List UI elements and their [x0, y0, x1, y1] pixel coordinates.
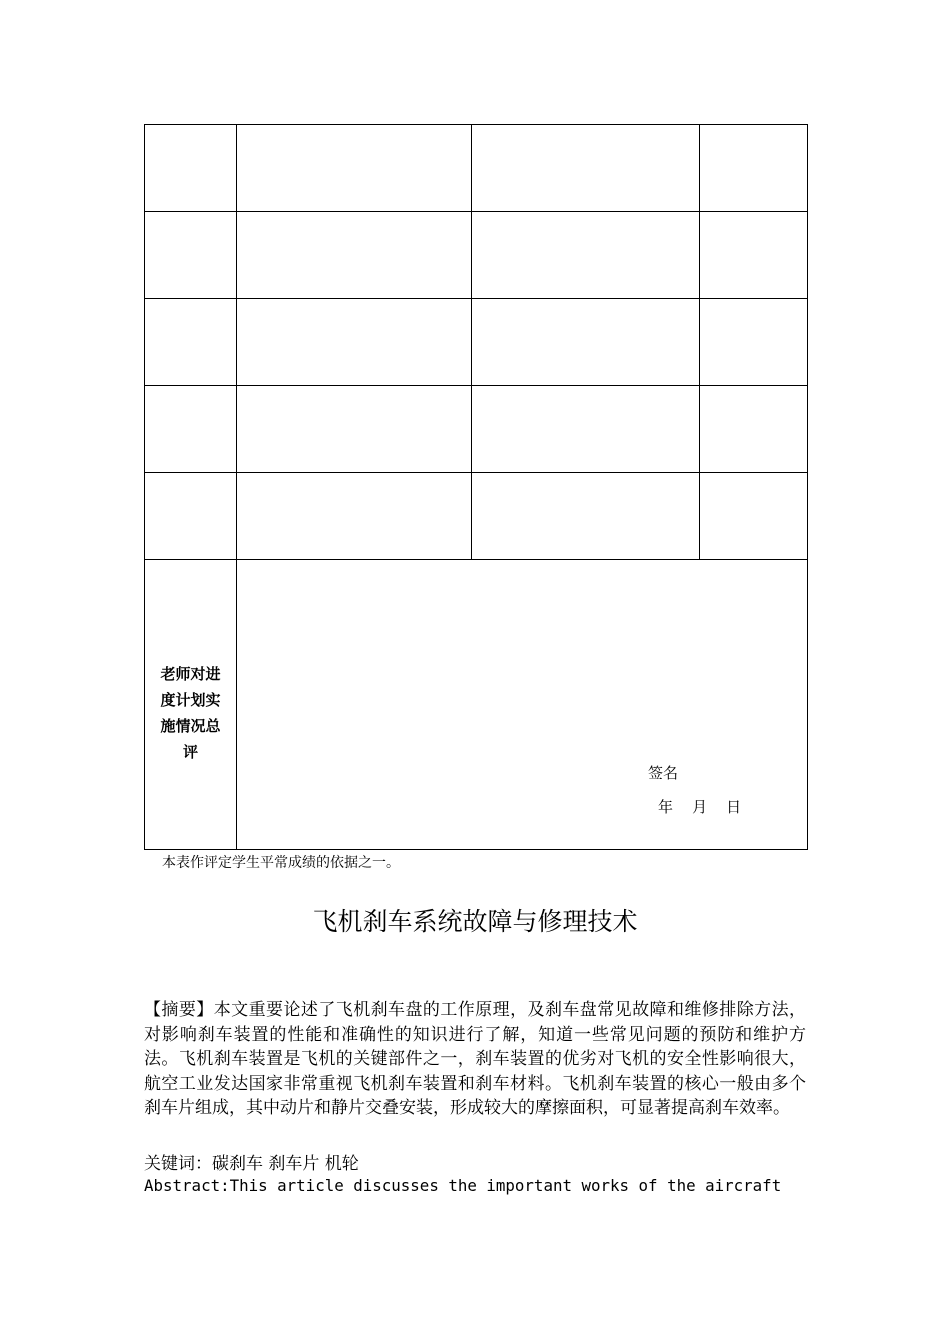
summary-label-cell: [145, 560, 237, 850]
table-cell: [472, 299, 700, 386]
table-cell: [472, 386, 700, 473]
table-cell: [237, 212, 472, 299]
table-cell: [237, 473, 472, 560]
table-cell: [237, 386, 472, 473]
article-title: 飞机刹车系统故障与修理技术: [312, 907, 638, 936]
abstract-section: [144, 998, 806, 1121]
table-cell: [145, 473, 237, 560]
teacher-summary-label: 老师对进度计划实施情况总评: [160, 664, 221, 761]
table-cell: [700, 386, 808, 473]
table-cell: [700, 125, 808, 212]
table-cell: [237, 125, 472, 212]
signature-label: 签名: [648, 764, 679, 782]
table-cell: [472, 125, 700, 212]
keywords-line: 关键词：碳刹车 刹车片 机轮: [144, 1154, 359, 1174]
table-cell: [700, 473, 808, 560]
table-row: [145, 299, 808, 386]
table-cell: [472, 212, 700, 299]
table-cell: [700, 212, 808, 299]
table-cell: [145, 299, 237, 386]
date-line: 年 月 日: [658, 798, 742, 816]
table-row: [145, 386, 808, 473]
progress-plan-table: [144, 124, 808, 850]
abstract-text: 【摘要】本文重要论述了飞机刹车盘的工作原理，及刹车盘常见故障和维修排除方法，对影响刹车装置的性能和准确性的知识进行了解，知道一些常见问题的预防和维护方法。飞机刹车装置是飞机的关键部件之一，刹车装置的优劣对飞机的安全性影响很大，航空工业发达国家非常重视飞机刹车装置和刹车材料。飞机刹车装置的核心一般由多个刹车片组成，其中动片和静片交叠安装，形成较大的摩擦面积，可显著提高刹车效率。: [144, 1000, 806, 1118]
table-cell: [145, 212, 237, 299]
table-cell: [145, 386, 237, 473]
table-cell: [472, 473, 700, 560]
teacher-summary-row: [145, 560, 808, 850]
table-footnote: 本表作评定学生平常成绩的依据之一。: [162, 855, 400, 871]
english-abstract-text: Abstract:This article discusses the important works of the aircraft: [144, 1176, 782, 1195]
teacher-summary-field[interactable]: [237, 560, 808, 850]
table-row: [145, 473, 808, 560]
table-cell: [700, 299, 808, 386]
table-row: [145, 212, 808, 299]
table-row: [145, 125, 808, 212]
table-cell: [237, 299, 472, 386]
table-cell: [145, 125, 237, 212]
